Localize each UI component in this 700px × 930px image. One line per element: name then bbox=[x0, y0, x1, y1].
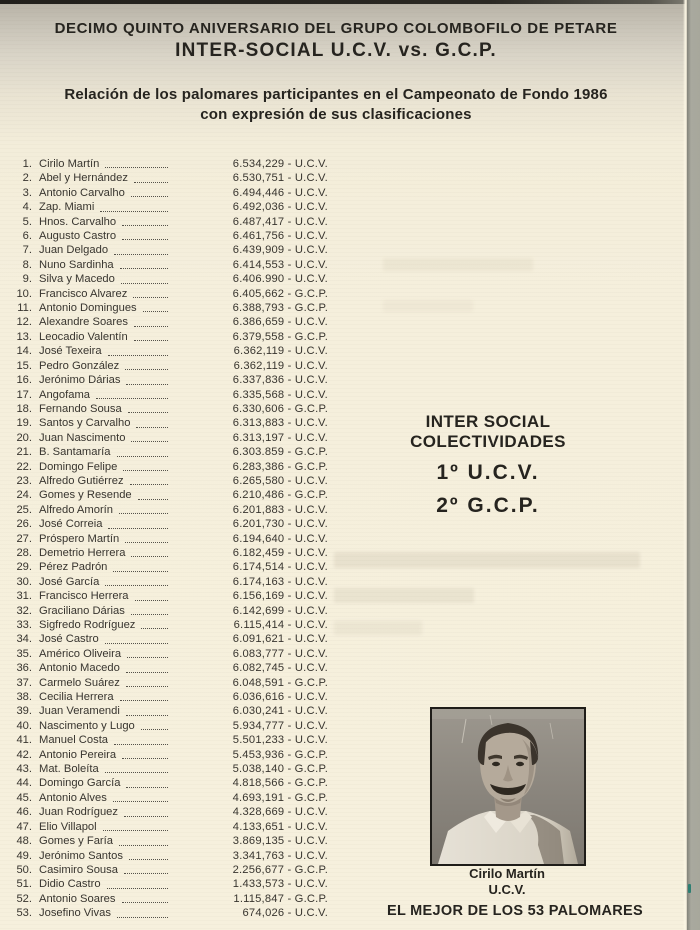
portrait-photo-art bbox=[432, 709, 584, 864]
owner-name: Mat. Boleíta bbox=[39, 763, 99, 776]
dotted-leader bbox=[114, 254, 168, 255]
dotted-leader bbox=[122, 758, 168, 759]
list-row bbox=[8, 359, 328, 373]
row-points-club: 5.453,936 - G.C.P. bbox=[232, 748, 328, 761]
owner-name: Américo Oliveira bbox=[39, 647, 122, 660]
row-points-club: 6.388,793 - G.C.P. bbox=[232, 302, 328, 315]
dotted-leader bbox=[126, 672, 168, 673]
list-row bbox=[8, 186, 328, 200]
list-row bbox=[8, 892, 328, 906]
owner-name: Angofama bbox=[39, 388, 90, 401]
list-row bbox=[8, 805, 328, 819]
row-rank: 9. bbox=[22, 273, 32, 286]
list-row bbox=[8, 344, 328, 358]
owner-name: José Texeira bbox=[39, 345, 102, 358]
row-rank: 41. bbox=[16, 734, 32, 747]
list-row bbox=[8, 849, 328, 863]
owner-name: José García bbox=[39, 575, 100, 588]
standings-first: 1º U.C.V. bbox=[436, 461, 540, 484]
list-row bbox=[8, 229, 328, 243]
owner-name: Antonio Alves bbox=[39, 791, 107, 804]
row-points-club: 6.265,580 - U.C.V. bbox=[232, 474, 328, 487]
owner-name: Pérez Padrón bbox=[39, 561, 108, 574]
dotted-leader bbox=[125, 542, 168, 543]
dotted-leader bbox=[126, 384, 168, 385]
row-rank: 43. bbox=[16, 763, 32, 776]
list-row bbox=[8, 863, 328, 877]
dotted-leader bbox=[121, 283, 168, 284]
row-points-club: 6.048,591 - G.C.P. bbox=[232, 676, 328, 689]
row-rank: 48. bbox=[16, 835, 32, 848]
owner-name: Leocadio Valentín bbox=[39, 330, 128, 343]
row-points-club: 5.038,140 - G.C.P. bbox=[232, 763, 328, 776]
dotted-leader bbox=[131, 614, 168, 615]
owner-name: Domingo Felipe bbox=[39, 460, 118, 473]
owner-name: Juan Delgado bbox=[39, 244, 109, 257]
dotted-leader bbox=[122, 239, 168, 240]
list-row bbox=[8, 402, 328, 416]
row-points-club: 5.501,233 - U.C.V. bbox=[232, 734, 328, 747]
bleed-through-smudge bbox=[383, 258, 533, 271]
owner-name: Juan Rodríguez bbox=[39, 806, 118, 819]
dotted-leader bbox=[105, 643, 168, 644]
dotted-leader bbox=[107, 888, 168, 889]
owner-name: Silva y Macedo bbox=[39, 273, 115, 286]
owner-name: Nascimento y Lugo bbox=[39, 719, 135, 732]
dotted-leader bbox=[123, 470, 168, 471]
list-row bbox=[8, 632, 328, 646]
list-row bbox=[8, 604, 328, 618]
owner-name: Domingo García bbox=[39, 777, 121, 790]
owner-name: Casimiro Sousa bbox=[39, 863, 118, 876]
list-row bbox=[8, 834, 328, 848]
owner-name: Antonio Macedo bbox=[39, 662, 120, 675]
row-rank: 52. bbox=[16, 892, 32, 905]
dotted-leader bbox=[129, 859, 168, 860]
row-rank: 51. bbox=[16, 878, 32, 891]
dotted-leader bbox=[105, 772, 168, 773]
owner-name: B. Santamaría bbox=[39, 446, 111, 459]
list-row bbox=[8, 503, 328, 517]
dotted-leader bbox=[100, 211, 168, 212]
row-rank: 23. bbox=[16, 474, 32, 487]
row-rank: 49. bbox=[16, 849, 32, 862]
owner-name: Antonio Soares bbox=[39, 892, 116, 905]
row-rank: 11. bbox=[17, 302, 32, 315]
portrait-photo bbox=[430, 707, 586, 866]
row-points-club: 6.201,730 - U.C.V. bbox=[232, 518, 328, 531]
owner-name: Josefino Vivas bbox=[39, 907, 111, 920]
row-points-club: 6.405,662 - G.C.P. bbox=[232, 287, 328, 300]
dotted-leader bbox=[108, 355, 168, 356]
row-points-club: 6.530,751 - U.C.V. bbox=[232, 172, 328, 185]
row-rank: 47. bbox=[16, 820, 32, 833]
dotted-leader bbox=[131, 196, 168, 197]
row-rank: 15. bbox=[16, 359, 32, 372]
owner-name: Santos y Carvalho bbox=[39, 417, 131, 430]
list-row bbox=[8, 171, 328, 185]
dotted-leader bbox=[135, 600, 168, 601]
row-rank: 12. bbox=[16, 316, 32, 329]
row-points-club: 6.313,883 - U.C.V. bbox=[232, 417, 328, 430]
dotted-leader bbox=[143, 311, 168, 312]
row-points-club: 6.210,486 - G.C.P. bbox=[232, 489, 328, 502]
list-row bbox=[8, 575, 328, 589]
dotted-leader bbox=[130, 484, 168, 485]
dotted-leader bbox=[127, 657, 168, 658]
photo-caption-club: U.C.V. bbox=[488, 881, 526, 897]
owner-name: Fernando Sousa bbox=[39, 402, 122, 415]
list-row bbox=[8, 258, 328, 272]
row-points-club: 6.036,616 - U.C.V. bbox=[232, 691, 328, 704]
row-points-club: 6.174,514 - U.C.V. bbox=[232, 561, 328, 574]
row-points-club: 6.115,414 - U.C.V. bbox=[233, 619, 328, 631]
owner-name: Francisco Alvarez bbox=[39, 287, 128, 300]
row-points-club: 4.328,669 - U.C.V. bbox=[232, 806, 328, 819]
photo-caption-name: Cirilo Martín bbox=[469, 866, 545, 881]
row-rank: 22. bbox=[16, 460, 32, 473]
dotted-leader bbox=[114, 744, 168, 745]
dotted-leader bbox=[128, 412, 168, 413]
owner-name: Jerónimo Dárias bbox=[39, 374, 121, 387]
row-points-club: 6.461,756 - U.C.V. bbox=[232, 230, 328, 243]
row-points-club: 6.362,119 - U.C.V. bbox=[233, 345, 328, 358]
bleed-through-smudge bbox=[334, 621, 422, 635]
owner-name: Jerónimo Santos bbox=[39, 849, 123, 862]
list-row bbox=[8, 906, 328, 920]
list-row bbox=[8, 589, 328, 603]
list-row bbox=[8, 719, 328, 733]
list-row bbox=[8, 877, 328, 891]
owner-name: Abel y Hernández bbox=[39, 172, 128, 185]
list-row bbox=[8, 762, 328, 776]
row-rank: 3. bbox=[22, 186, 32, 199]
list-row bbox=[8, 287, 328, 301]
dotted-leader bbox=[133, 297, 168, 298]
row-rank: 18. bbox=[16, 402, 32, 415]
list-row bbox=[8, 388, 328, 402]
dotted-leader bbox=[103, 830, 168, 831]
row-rank: 13. bbox=[16, 330, 32, 343]
standings-block bbox=[346, 412, 630, 518]
list-row bbox=[8, 373, 328, 387]
row-points-club: 6.379,558 - G.C.P. bbox=[232, 330, 328, 343]
dotted-leader bbox=[138, 499, 168, 500]
list-row bbox=[8, 272, 328, 286]
row-rank: 31. bbox=[16, 590, 32, 603]
owner-name: Hnos. Carvalho bbox=[39, 215, 117, 228]
owner-name: Francisco Herrera bbox=[39, 590, 129, 603]
list-row bbox=[8, 431, 328, 445]
dotted-leader bbox=[108, 528, 168, 529]
list-row bbox=[8, 618, 328, 632]
owner-name: Elio Villapol bbox=[39, 820, 97, 833]
list-row bbox=[8, 517, 328, 531]
dotted-leader bbox=[119, 513, 168, 514]
list-row bbox=[8, 416, 328, 430]
row-points-club: 6.303.859 - G.C.P. bbox=[232, 446, 328, 459]
row-rank: 26. bbox=[16, 518, 32, 531]
row-points-club: 6.174,163 - U.C.V. bbox=[232, 575, 328, 588]
list-row bbox=[8, 661, 328, 675]
row-points-club: 6.194,640 - U.C.V. bbox=[232, 532, 328, 545]
row-rank: 39. bbox=[16, 705, 32, 718]
list-row bbox=[8, 474, 328, 488]
owner-name: Cecilia Herrera bbox=[39, 691, 114, 704]
owner-name: Gomes y Resende bbox=[39, 489, 132, 502]
row-rank: 34. bbox=[16, 633, 32, 646]
bleed-through-smudge bbox=[334, 588, 474, 603]
owner-name: Graciliano Dárias bbox=[39, 604, 125, 617]
owner-name: Demetrio Herrera bbox=[39, 546, 126, 559]
row-points-club: 6.492,036 - U.C.V. bbox=[232, 201, 328, 214]
row-rank: 44. bbox=[16, 777, 32, 790]
owner-name: Carmelo Suárez bbox=[39, 676, 120, 689]
row-rank: 2. bbox=[22, 172, 32, 185]
list-row bbox=[8, 690, 328, 704]
list-row bbox=[8, 301, 328, 315]
dotted-leader bbox=[113, 801, 168, 802]
list-row bbox=[8, 215, 328, 229]
row-points-club: 1.115,847 - G.C.P. bbox=[233, 892, 328, 905]
dotted-leader bbox=[125, 369, 168, 370]
dotted-leader bbox=[124, 873, 168, 874]
row-points-club: 6.082,745 - U.C.V. bbox=[232, 662, 328, 675]
row-points-club: 6.337,836 - U.C.V. bbox=[232, 374, 328, 387]
dotted-leader bbox=[122, 902, 169, 903]
row-rank: 45. bbox=[16, 791, 32, 804]
row-rank: 36. bbox=[16, 662, 32, 675]
bleed-through-smudge bbox=[334, 552, 640, 568]
dotted-leader bbox=[117, 917, 168, 918]
list-row bbox=[8, 748, 328, 762]
subtitle-line2: con expresión de sus clasificaciones bbox=[200, 106, 472, 123]
row-points-club: 6.330,606 - G.C.P. bbox=[232, 402, 328, 415]
list-row bbox=[8, 488, 328, 502]
row-rank: 21. bbox=[16, 446, 32, 459]
row-rank: 50. bbox=[16, 863, 32, 876]
bleed-through-smudge bbox=[383, 300, 473, 312]
dotted-leader bbox=[126, 787, 168, 788]
row-points-club: 6.439,909 - U.C.V. bbox=[232, 244, 328, 257]
row-points-club: 6.335,568 - U.C.V. bbox=[232, 388, 328, 401]
owner-name: José Correia bbox=[39, 518, 103, 531]
row-points-club: 6.406.990 - U.C.V. bbox=[232, 273, 328, 286]
row-points-club: 4.133,651 - U.C.V. bbox=[232, 820, 328, 833]
dotted-leader bbox=[131, 441, 168, 442]
dotted-leader bbox=[131, 556, 168, 557]
row-rank: 14. bbox=[16, 345, 32, 358]
owner-name: Augusto Castro bbox=[39, 230, 117, 243]
row-rank: 19. bbox=[16, 417, 32, 430]
row-points-club: 3.341,763 - U.C.V. bbox=[232, 849, 328, 862]
row-points-club: 6.142,699 - U.C.V. bbox=[232, 604, 328, 617]
dotted-leader bbox=[126, 686, 168, 687]
row-points-club: 6.283,386 - G.C.P. bbox=[232, 460, 328, 473]
owner-name: Manuel Costa bbox=[39, 734, 109, 747]
owner-name: Alexandre Soares bbox=[39, 316, 128, 329]
row-points-club: 6.386,659 - U.C.V. bbox=[232, 316, 328, 329]
owner-name: Didio Castro bbox=[39, 878, 101, 891]
list-row bbox=[8, 243, 328, 257]
row-points-club: 6.182,459 - U.C.V. bbox=[232, 546, 328, 559]
scan-top-edge bbox=[0, 0, 700, 4]
dotted-leader bbox=[113, 571, 168, 572]
row-rank: 10. bbox=[16, 287, 32, 300]
row-rank: 42. bbox=[16, 748, 32, 761]
standings-second: 2º G.C.P. bbox=[436, 494, 540, 517]
row-points-club: 6.156,169 - U.C.V. bbox=[232, 590, 328, 603]
row-rank: 4. bbox=[22, 201, 32, 214]
owner-name: Nuno Sardinha bbox=[39, 258, 114, 271]
dotted-leader bbox=[117, 456, 168, 457]
row-points-club: 6.313,197 - U.C.V. bbox=[232, 431, 328, 444]
row-points-club: 4.818,566 - G.C.P. bbox=[232, 777, 328, 790]
row-rank: 32. bbox=[16, 604, 32, 617]
list-row bbox=[8, 157, 328, 171]
list-row bbox=[8, 676, 328, 690]
row-rank: 38. bbox=[16, 691, 32, 704]
owner-name: Zap. Miami bbox=[39, 201, 95, 214]
row-rank: 24. bbox=[16, 489, 32, 502]
dotted-leader bbox=[96, 398, 168, 399]
row-rank: 30. bbox=[16, 575, 32, 588]
list-row bbox=[8, 330, 328, 344]
anniversary-title: DECIMO QUINTO ANIVERSARIO DEL GRUPO COLOMBOFILO DE PETARE bbox=[54, 20, 618, 37]
row-rank: 37. bbox=[16, 676, 32, 689]
row-rank: 27. bbox=[16, 532, 32, 545]
dotted-leader bbox=[126, 715, 168, 716]
row-points-club: 4.693,191 - G.C.P. bbox=[232, 791, 328, 804]
list-row bbox=[8, 560, 328, 574]
row-rank: 8. bbox=[22, 258, 32, 271]
row-rank: 35. bbox=[16, 647, 32, 660]
owner-name: Alfredo Amorín bbox=[39, 503, 113, 516]
list-row bbox=[8, 315, 328, 329]
dotted-leader bbox=[134, 326, 168, 327]
dotted-leader bbox=[134, 340, 168, 341]
list-row bbox=[8, 776, 328, 790]
owner-name: Alfredo Gutiérrez bbox=[39, 474, 124, 487]
dotted-leader bbox=[124, 816, 168, 817]
scan-right-edge bbox=[687, 0, 700, 930]
list-row bbox=[8, 647, 328, 661]
row-points-club: 6.494,446 - U.C.V. bbox=[232, 186, 328, 199]
list-row bbox=[8, 704, 328, 718]
owner-name: Cirilo Martín bbox=[39, 158, 100, 170]
owner-name: Próspero Martín bbox=[39, 532, 120, 545]
inter-social-title: INTER-SOCIAL U.C.V. vs. G.C.P. bbox=[175, 40, 497, 61]
scan-speck bbox=[688, 884, 691, 893]
owner-name: José Castro bbox=[39, 633, 99, 646]
owner-name: Gomes y Faría bbox=[39, 835, 113, 848]
owner-name: Antonio Carvalho bbox=[39, 186, 125, 199]
row-points-club: 1.433,573 - U.C.V. bbox=[232, 878, 328, 891]
row-rank: 20. bbox=[16, 431, 32, 444]
row-rank: 7. bbox=[22, 244, 32, 257]
owner-name: Sigfredo Rodríguez bbox=[39, 619, 136, 631]
row-rank: 53. bbox=[16, 907, 32, 920]
subtitle-line1: Relación de los palomares participantes en el Campeonato de Fondo 1986 bbox=[64, 86, 608, 103]
row-points-club: 6.414,553 - U.C.V. bbox=[232, 258, 328, 271]
row-points-club: 2.256,677 - G.C.P. bbox=[232, 863, 328, 876]
dotted-leader bbox=[136, 427, 168, 428]
list-row bbox=[8, 532, 328, 546]
dotted-leader bbox=[105, 167, 168, 168]
row-rank: 17. bbox=[16, 388, 32, 401]
row-points-club: 3.869,135 - U.C.V. bbox=[232, 835, 328, 848]
owner-name: Pedro González bbox=[39, 359, 120, 372]
row-rank: 5. bbox=[22, 215, 32, 228]
owner-name: Juan Nascimento bbox=[39, 431, 126, 444]
dotted-leader bbox=[119, 845, 168, 846]
dotted-leader bbox=[120, 700, 168, 701]
list-row bbox=[8, 200, 328, 214]
row-rank: 16. bbox=[16, 374, 32, 387]
dotted-leader bbox=[105, 585, 168, 586]
row-points-club: 6.487,417 - U.C.V. bbox=[232, 215, 328, 228]
row-points-club: 6.091,621 - U.C.V. bbox=[232, 633, 328, 646]
best-palomar-line: EL MEJOR DE LOS 53 PALOMARES bbox=[386, 903, 644, 919]
row-rank: 46. bbox=[16, 806, 32, 819]
row-points-club: 6.362,119 - U.C.V. bbox=[233, 359, 328, 372]
owner-name: Antonio Domingues bbox=[39, 302, 137, 315]
list-row bbox=[8, 733, 328, 747]
row-rank: 1. bbox=[22, 158, 32, 170]
row-rank: 40. bbox=[16, 719, 32, 732]
row-points-club: 6.083,777 - U.C.V. bbox=[232, 647, 328, 660]
row-rank: 6. bbox=[22, 230, 32, 243]
dotted-leader bbox=[141, 628, 168, 629]
row-points-club: 6.030,241 - U.C.V. bbox=[232, 705, 328, 718]
list-row bbox=[8, 791, 328, 805]
list-row bbox=[8, 460, 328, 474]
owner-name: Juan Veramendi bbox=[39, 705, 120, 718]
row-rank: 29. bbox=[16, 561, 32, 574]
standings-title: INTER SOCIAL COLECTIVIDADES bbox=[410, 412, 566, 451]
owner-name: Antonio Pereira bbox=[39, 748, 117, 761]
dotted-leader bbox=[122, 225, 168, 226]
dotted-leader bbox=[134, 182, 168, 183]
dotted-leader bbox=[141, 729, 168, 730]
photo-caption bbox=[418, 866, 596, 897]
palomares-list bbox=[8, 157, 328, 921]
list-row bbox=[8, 820, 328, 834]
dotted-leader bbox=[120, 268, 168, 269]
row-rank: 28. bbox=[16, 546, 32, 559]
row-points-club: 6.534,229 - U.C.V. bbox=[232, 158, 328, 170]
row-points-club: 5.934,777 - U.C.V. bbox=[232, 719, 328, 732]
list-row bbox=[8, 445, 328, 459]
row-rank: 33. bbox=[16, 619, 32, 631]
row-points-club: 6.201,883 - U.C.V. bbox=[232, 503, 328, 516]
row-rank: 25. bbox=[16, 503, 32, 516]
row-points-club: 674,026 - U.C.V. bbox=[242, 907, 328, 920]
list-row bbox=[8, 546, 328, 560]
